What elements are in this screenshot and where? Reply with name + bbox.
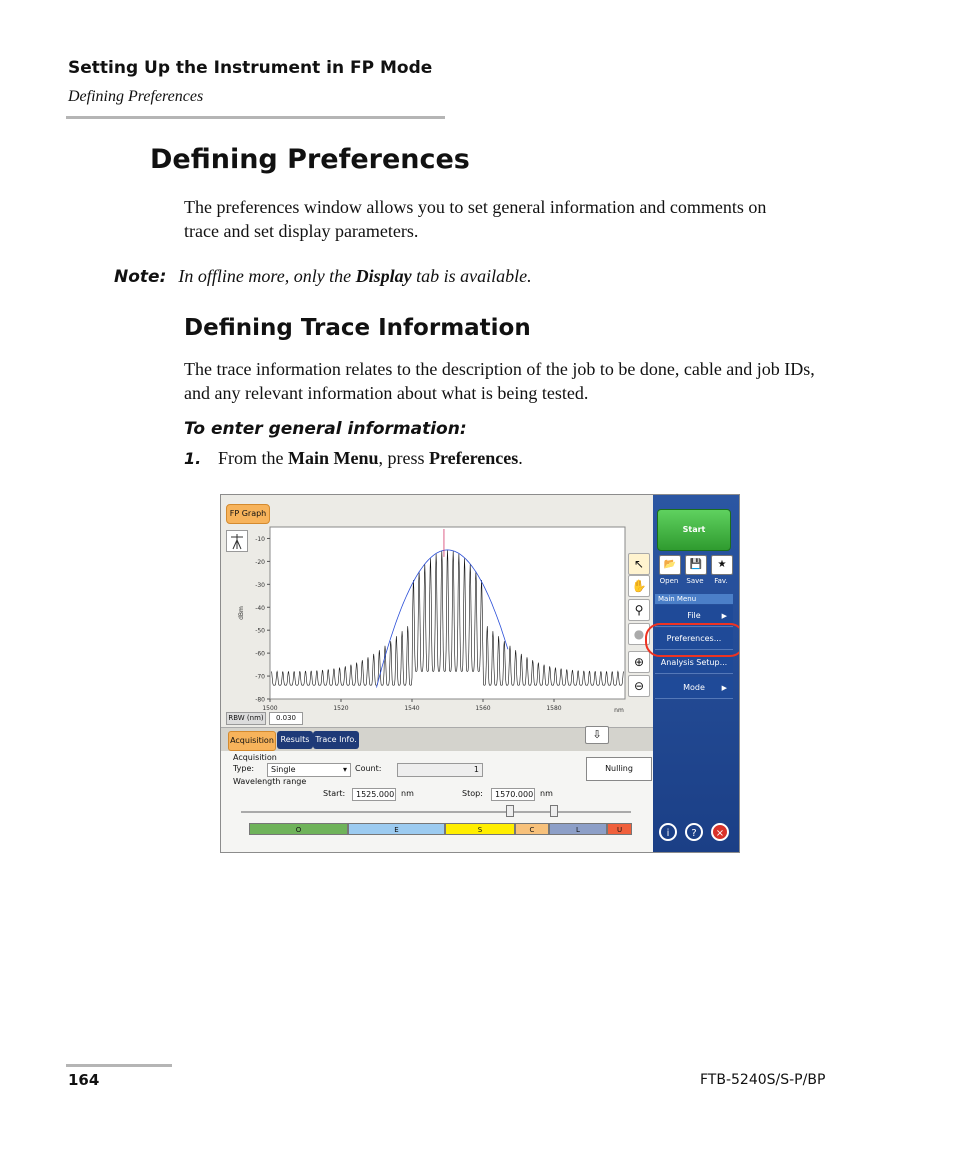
y-tick-label: -20 [255, 558, 265, 566]
type-select[interactable] [267, 763, 351, 777]
x-tick-label: 1540 [404, 705, 420, 712]
running-header-chapter: Setting Up the Instrument in FP Mode [68, 58, 433, 78]
info-icon[interactable]: i [659, 823, 677, 841]
close-icon[interactable]: × [711, 823, 729, 841]
header-rule [66, 116, 445, 119]
step-bold: Main Menu [288, 448, 379, 468]
y-tick-label: -80 [255, 696, 265, 704]
start-button[interactable]: Start [657, 509, 731, 551]
chevron-down-icon: ▾ [342, 765, 347, 774]
note-text-part: In offline more, only the [178, 266, 356, 286]
instrument-screenshot [220, 494, 740, 853]
star-icon[interactable]: ★ [711, 555, 733, 575]
step-text: From the [218, 448, 288, 468]
arrow-down-icon[interactable]: ⇩ [585, 726, 609, 744]
help-icon[interactable]: ? [685, 823, 703, 841]
band-s: S [445, 823, 515, 835]
open-icon[interactable]: 📂 [659, 555, 681, 575]
save-label: Save [686, 577, 704, 585]
note [114, 266, 532, 287]
intro-paragraph: The preferences window allows you to set general information and comments on trace and set display parameters. [184, 197, 767, 241]
open-label: Open [659, 577, 679, 585]
wavelength-range-title: Wavelength range [233, 777, 307, 786]
band-e: E [348, 823, 445, 835]
note-label: Note: [114, 267, 167, 287]
cursor-icon[interactable]: ↖ [628, 553, 650, 575]
y-tick-label: -30 [255, 581, 265, 589]
count-label: Count: [355, 764, 382, 773]
slider-stop-handle[interactable] [550, 805, 558, 817]
menu-item-mode[interactable] [655, 677, 733, 699]
zoom-in-icon[interactable]: ⊕ [628, 651, 650, 673]
stop-unit: nm [540, 789, 553, 798]
y-tick-label: -70 [255, 673, 265, 681]
y-tick-label: -40 [255, 604, 265, 612]
y-tick-label: -50 [255, 627, 265, 635]
band-u: U [607, 823, 632, 835]
y-axis-label: dBm [238, 606, 245, 620]
chevron-right-icon: ▶ [721, 612, 727, 620]
stop-label: Stop: [462, 789, 483, 798]
acquisition-panel [221, 751, 653, 852]
menu-item-analysis-setup[interactable]: Analysis Setup... [655, 652, 733, 674]
rbw-label: RBW (nm) [226, 712, 266, 725]
step-number: 1. [184, 449, 202, 468]
note-text-bold: Display [355, 266, 412, 286]
stop-wavelength-field[interactable]: 1570.000 [491, 788, 535, 801]
section-title: Defining Trace Information [184, 315, 531, 341]
footer-rule [66, 1064, 172, 1067]
fp-graph-tab[interactable]: FP Graph [226, 504, 270, 524]
type-select-value: Single [271, 765, 296, 774]
fav-label: Fav. [714, 577, 728, 585]
main-menu-header: Main Menu [655, 594, 733, 604]
menu-item-label: File [687, 611, 701, 620]
start-unit: nm [401, 789, 414, 798]
running-header-section: Defining Preferences [68, 88, 204, 105]
step-text: . [518, 448, 523, 468]
page-number: 164 [68, 1071, 100, 1089]
step-text: , press [378, 448, 430, 468]
type-label: Type: [233, 764, 255, 773]
x-axis-label: nm [614, 707, 624, 713]
save-icon[interactable]: 💾 [685, 555, 707, 575]
section-paragraph: The trace information relates to the description of the job to be done, cable and job IDs, and any relevant information about what is being tested. [184, 359, 815, 403]
band-o: O [249, 823, 348, 835]
count-field[interactable]: 1 [397, 763, 483, 777]
zoom-fit-icon[interactable]: ⚲ [628, 599, 650, 621]
highlight-circle [645, 623, 740, 657]
side-menu-panel [653, 495, 739, 852]
fp-spectrum-chart [237, 523, 629, 713]
rbw-value[interactable]: 0.030 [269, 712, 303, 725]
procedure-title: To enter general information: [184, 419, 467, 439]
menu-item-preferences[interactable]: Preferences... [655, 628, 733, 650]
y-tick-label: -10 [255, 535, 265, 543]
tab-acquisition[interactable]: Acquisition [228, 731, 276, 751]
start-label: Start: [323, 789, 346, 798]
wavelength-slider-track[interactable] [241, 811, 631, 813]
x-tick-label: 1500 [262, 705, 278, 712]
page-title: Defining Preferences [150, 144, 470, 175]
step-1 [184, 448, 523, 469]
hand-icon[interactable]: ✋ [628, 575, 650, 597]
band-c: C [515, 823, 549, 835]
step-bold: Preferences [429, 448, 519, 468]
menu-item-label: Mode [683, 683, 705, 692]
zoom-out-icon[interactable]: ⊖ [628, 675, 650, 697]
start-wavelength-field[interactable]: 1525.000 [352, 788, 396, 801]
zoom-disabled-icon: ● [628, 623, 650, 645]
graph-area [221, 495, 653, 727]
slider-start-handle[interactable] [506, 805, 514, 817]
acquisition-title: Acquisition [233, 753, 277, 762]
x-tick-label: 1560 [475, 705, 491, 712]
nulling-button[interactable]: Nulling [586, 757, 652, 781]
chevron-right-icon: ▶ [721, 684, 727, 692]
footer-model: FTB-5240S/S-P/BP [700, 1072, 826, 1088]
note-text [178, 266, 531, 286]
x-tick-label: 1520 [333, 705, 349, 712]
y-tick-label: -60 [255, 650, 265, 658]
band-l: L [549, 823, 607, 835]
tab-trace-info[interactable]: Trace Info. [313, 731, 359, 749]
x-tick-label: 1580 [546, 705, 562, 712]
note-text-part: tab is available. [411, 266, 532, 286]
tab-results[interactable]: Results [277, 731, 313, 749]
